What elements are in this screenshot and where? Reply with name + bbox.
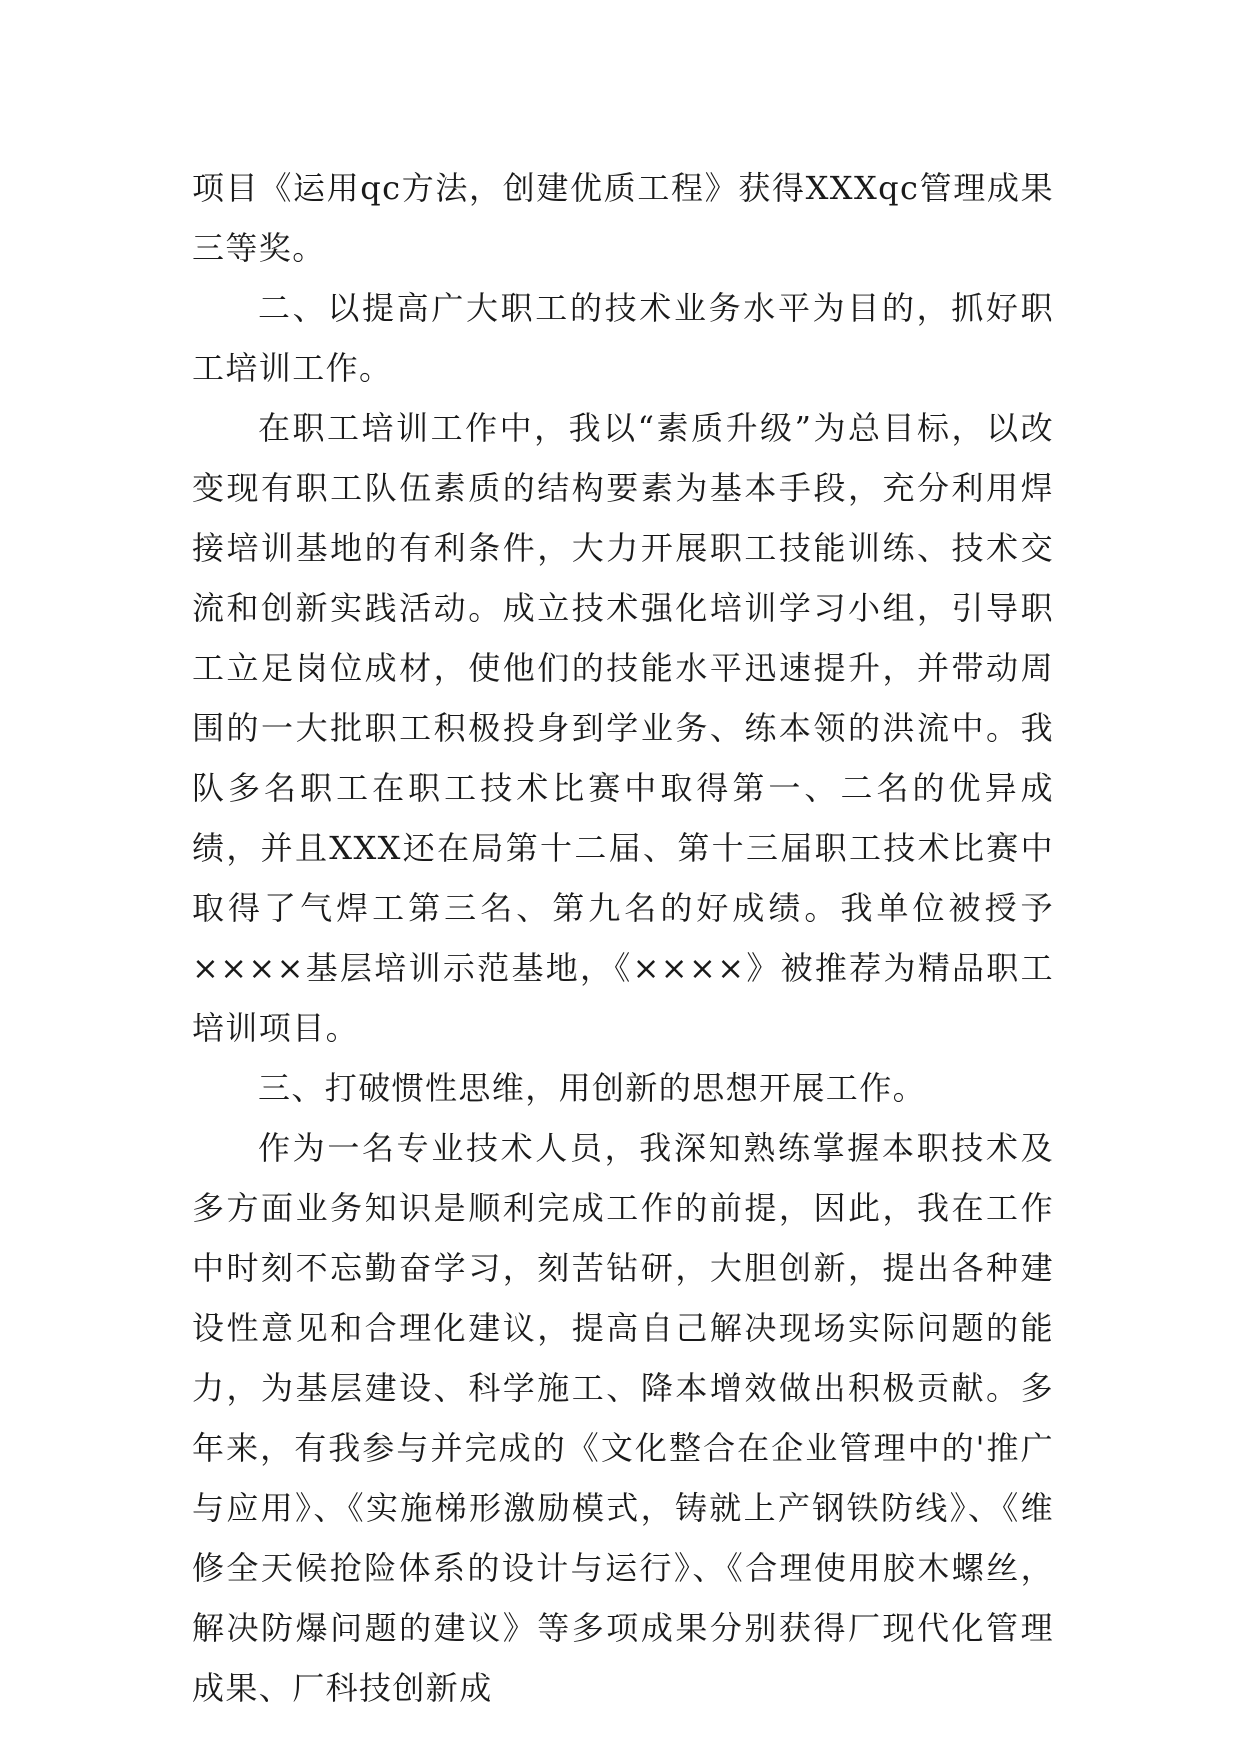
paragraph-award-continuation: 项目《运用qc方法，创建优质工程》获得XXXqc管理成果三等奖。 xyxy=(192,169,1054,267)
paragraph-innovation-details: 作为一名专业技术人员，我深知熟练掌握本职技术及多方面业务知识是顺利完成工作的前提，因此，我在工作中时刻不忘勤奋学习，刻苦钻研，大胆创新，提出各种建设性意见和合理化建议，提高自己解决现场实际问题的能力，为基层建设、科学施工、降本增效做出积极贡献。多年来，有我参与并完成的《文化整合在企业管理中的'推广与应用》、《实施梯形激励模式，铸就上产钢铁防线》、《维修全天候抢险体系的设计与运行》、《合理使用胶木螺丝，解决防爆问题的建议》等多项成果分别获得厂现代化管理成果、厂科技创新成 xyxy=(192,1129,1054,1707)
paragraph-training-details: 在职工培训工作中，我以“素质升级”为总目标，以改变现有职工队伍素质的结构要素为基本手段，充分利用焊接培训基地的有利条件，大力开展职工技能训练、技术交流和创新实践活动。成立技术强化培训学习小组，引导职工立足岗位成材，使他们的技能水平迅速提升，并带动周围的一大批职工积极投身到学业务、练本领的洪流中。我队多名职工在职工技术比赛中取得第一、二名的优异成绩，并且XXX还在局第十二届、第十三届职工技术比赛中取得了气焊工第三名、第九名的好成绩。我单位被授予××××基层培训示范基地，《××××》被推荐为精品职工培训项目。 xyxy=(192,409,1054,1047)
section-heading-innovation: 三、打破惯性思维，用创新的思想开展工作。 xyxy=(258,1069,927,1107)
section-heading-training: 二、以提高广大职工的技术业务水平为目的，抓好职工培训工作。 xyxy=(192,289,1054,387)
document-body xyxy=(192,158,1054,1718)
